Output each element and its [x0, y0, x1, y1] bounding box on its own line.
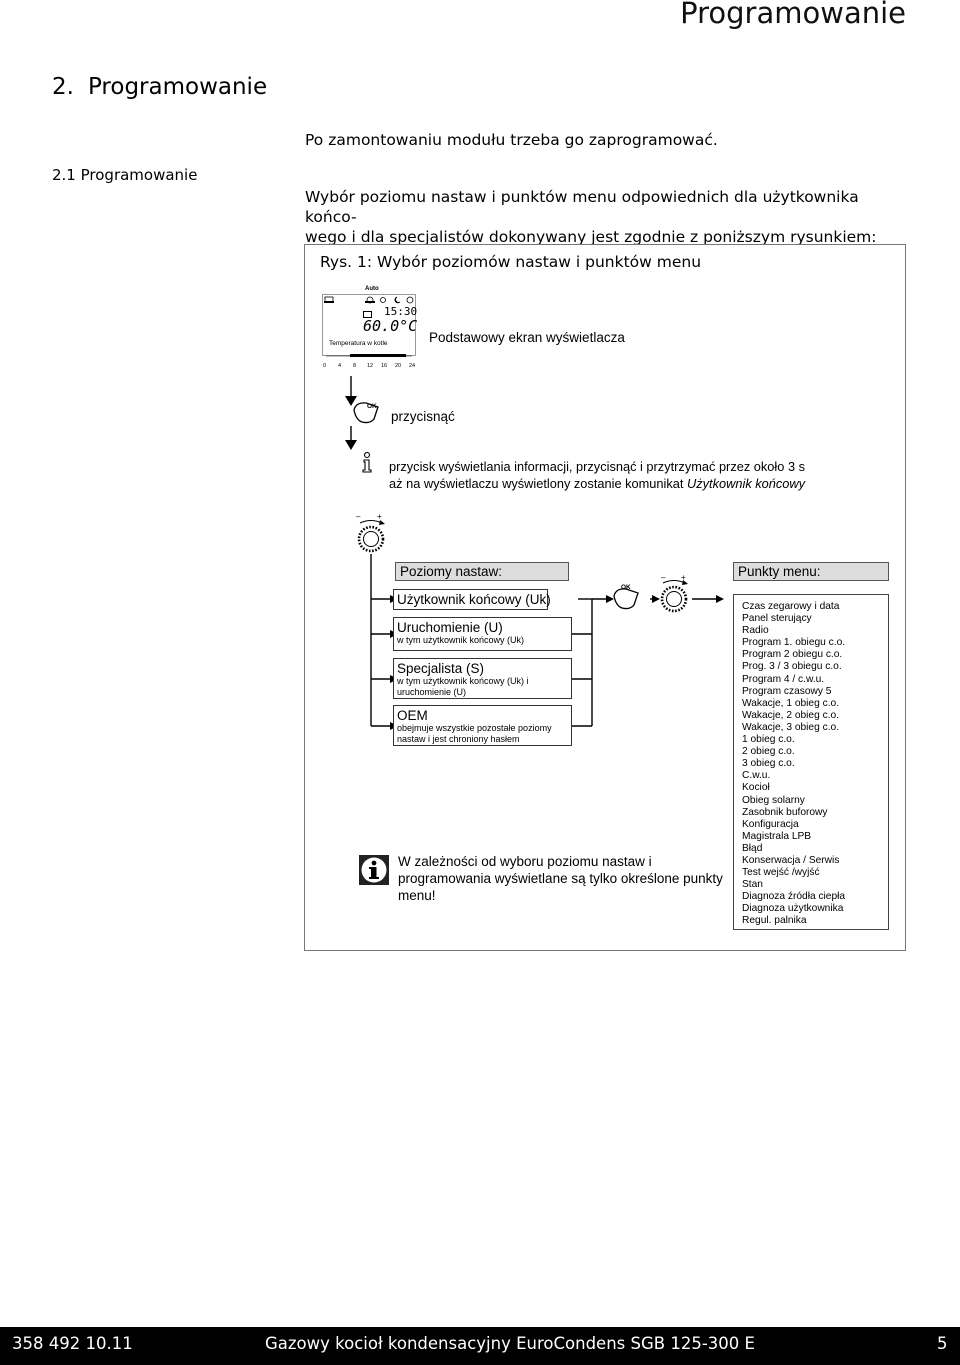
subsection-heading: 2.1 Programowanie — [52, 166, 198, 184]
display-illustration — [322, 286, 418, 372]
menu-item: 3 obieg c.o. — [742, 758, 795, 770]
level-end-user — [393, 589, 551, 610]
level-title: OEM — [397, 708, 428, 723]
display-mode-icons — [322, 292, 418, 306]
menu-item: Błąd — [742, 842, 763, 854]
menu-item: Panel sterujący — [742, 613, 812, 625]
level-description: w tym użytkownik końcowy (Uk) — [397, 635, 525, 645]
info-button-icon — [359, 452, 379, 474]
menu-item: Test wejść /wyjść — [742, 867, 820, 879]
menu-item: Wakacje, 2 obieg c.o. — [742, 709, 840, 721]
rotary-knob-icon-2 — [655, 577, 693, 613]
scale-label: 0 — [323, 363, 327, 369]
menu-item: Diagnoza źródła ciepła — [742, 891, 846, 903]
menu-item: C.w.u. — [742, 770, 771, 782]
info-note-line-3: menu! — [398, 888, 436, 903]
display-scale — [322, 352, 418, 360]
knob-minus-2: – — [661, 573, 666, 582]
scale-label: 4 — [338, 363, 342, 369]
footer-page-number: 5 — [937, 1334, 948, 1353]
display-time: 15:30 — [384, 305, 418, 318]
ok-label: OK — [367, 403, 377, 410]
menu-item: Program 4 / c.w.u. — [742, 673, 825, 685]
level-title: Uruchomienie (U) — [397, 620, 503, 635]
knob-plus-2: + — [681, 573, 686, 582]
menu-items-box — [733, 594, 889, 930]
menu-item: Magistrala LPB — [742, 830, 812, 842]
menu-item: 1 obieg c.o. — [742, 734, 795, 746]
info-icon — [359, 855, 389, 885]
section-title: Programowanie — [87, 74, 268, 100]
display-auto-label: Auto — [365, 286, 379, 292]
paragraph-line-2: wego i dla specjalistów dokonywany jest zgodnie z poniższym rysunkiem: — [305, 228, 877, 246]
scale-label: 20 — [395, 363, 402, 369]
level-specialist — [393, 658, 572, 699]
body-paragraph — [305, 187, 905, 247]
info-step-text — [389, 458, 805, 492]
level-description: w tym użytkownik końcowy (Uk) i uruchomienie (U) — [397, 676, 529, 697]
menu-item: Regul. palnika — [742, 915, 807, 927]
page-header-title: Programowanie — [680, 0, 906, 30]
footer-product: Gazowy kocioł kondensacyjny EuroCondens SGB 125-300 E — [265, 1334, 755, 1353]
menu-item: Wakacje, 1 obieg c.o. — [742, 697, 840, 709]
basic-screen-label: Podstawowy ekran wyświetlacza — [429, 330, 625, 345]
level-commissioning — [393, 617, 572, 651]
level-description: obejmuje wszystkie pozostałe poziomy nastaw i jest chroniony hasłem — [397, 723, 552, 744]
intro-text: Po zamontowaniu modułu trzeba go zaprogramować. — [305, 131, 718, 149]
menu-item: Program 2 obiegu c.o. — [742, 649, 843, 661]
knob-plus: + — [377, 512, 382, 521]
menu-item: Konfiguracja — [742, 818, 799, 830]
ok-label-2: OK — [621, 584, 631, 591]
menu-header: Punkty menu: — [733, 562, 889, 581]
menu-item: Prog. 3 / 3 obiegu c.o. — [742, 661, 842, 673]
level-oem — [393, 705, 572, 746]
menu-item: Konserwacja / Serwis — [742, 854, 840, 866]
step-press-text: przycisnąć — [391, 409, 455, 424]
menu-item: Program 1. obiegu c.o. — [742, 637, 846, 649]
knob-minus: – — [356, 512, 361, 521]
menu-items-list — [742, 601, 845, 928]
menu-item: Diagnoza użytkownika — [742, 903, 844, 915]
scale-label: 8 — [353, 363, 357, 369]
info-step-line-2-italic: Użytkownik końcowy — [687, 476, 806, 491]
scale-label: 24 — [409, 363, 416, 369]
menu-item: Czas zegarowy i data — [742, 601, 840, 612]
info-step-line-2 — [389, 475, 805, 492]
section-heading — [52, 74, 267, 100]
paragraph-line-1: Wybór poziomu nastaw i punktów menu odpowiednich dla użytkownika końco- — [305, 188, 859, 226]
info-step-line-2-text: aż na wyświetlaczu wyświetlony zostanie komunikat — [389, 476, 688, 491]
display-mode-bar-auto — [365, 301, 375, 303]
levels-header: Poziomy nastaw: — [395, 562, 569, 581]
section-number: 2. — [52, 74, 74, 100]
menu-item: 2 obieg c.o. — [742, 746, 795, 758]
menu-item: Stan — [742, 879, 763, 891]
info-step-line-1: przycisk wyświetlania informacji, przycisnąć i przytrzymać przez około 3 s — [389, 459, 806, 474]
level-title: Specjalista (S) — [397, 661, 485, 676]
info-note-line-2: programowania wyświetlane są tylko określone punkty — [398, 871, 723, 886]
scale-label: 16 — [381, 363, 388, 369]
info-note-line-1: W zależności od wyboru poziomu nastaw i — [398, 854, 652, 869]
menu-item: Kocioł — [742, 782, 770, 794]
level-title: Użytkownik końcowy (Uk) — [397, 592, 551, 607]
display-caption: Temperatura w kotle — [329, 340, 388, 347]
scale-label: 12 — [367, 363, 374, 369]
figure-title: Rys. 1: Wybór poziomów nastaw i punktów menu — [320, 253, 702, 271]
info-note — [398, 853, 723, 904]
menu-item: Radio — [742, 625, 769, 637]
display-temperature: 60.0°C — [363, 317, 418, 335]
menu-item: Program czasowy 5 — [742, 685, 832, 697]
footer-docnum: 358 492 10.11 — [12, 1334, 133, 1353]
menu-item: Zasobnik buforowy — [742, 806, 828, 818]
page-footer — [0, 1327, 960, 1365]
menu-item: Obieg solarny — [742, 794, 805, 806]
display-mode-bar — [324, 301, 334, 303]
menu-item: Wakacje, 3 obieg c.o. — [742, 721, 840, 733]
